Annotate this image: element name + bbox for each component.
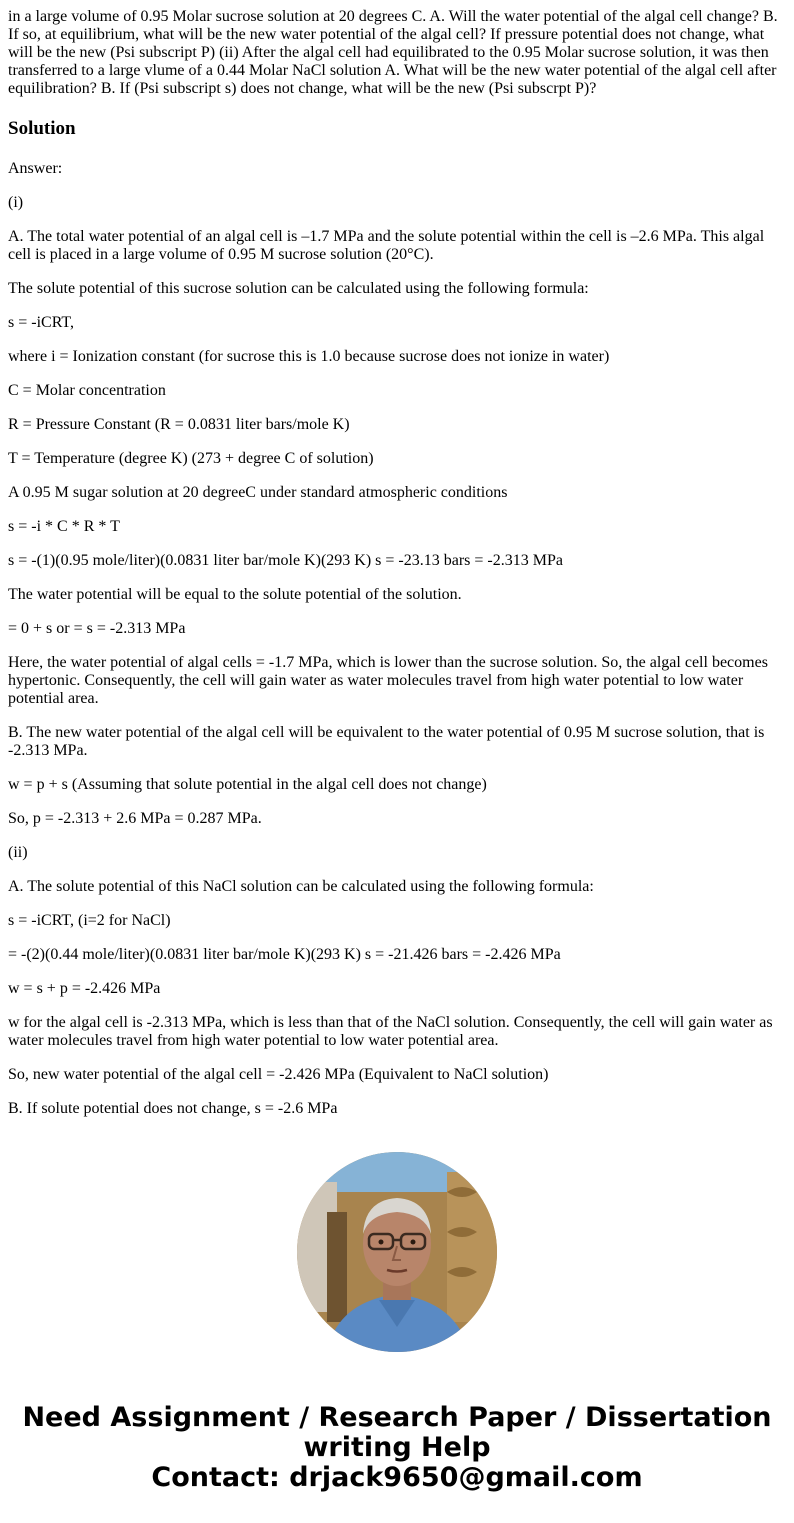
solution-paragraph: C = Molar concentration (8, 382, 166, 399)
solution-paragraph: Answer: (8, 160, 63, 177)
help-contact-banner (0, 1403, 794, 1493)
solution-paragraph: = 0 + s or = s = -2.313 MPa (8, 620, 186, 637)
solution-paragraph: (i) (8, 194, 24, 211)
solution-body (8, 160, 786, 1118)
solution-paragraph: w = p + s (Assuming that solute potential in the algal cell does not change) (8, 776, 487, 793)
document-body (8, 8, 786, 1134)
solution-paragraph: So, p = -2.313 + 2.6 MPa = 0.287 MPa. (8, 810, 262, 827)
solution-paragraph: where i = Ionization constant (for sucrose this is 1.0 because sucrose does not ionize in water) (8, 348, 610, 365)
author-avatar (297, 1152, 497, 1352)
solution-paragraph: Here, the water potential of algal cells = -1.7 MPa, which is lower than the sucrose solution. So, the algal cell becomes hypertonic. Consequently, the cell will gain water as water molecules travel from high water potential to low water potential area. (8, 654, 768, 707)
solution-paragraph: A. The total water potential of an algal cell is –1.7 MPa and the solute potential within the cell is –2.6 MPa. This algal cell is placed in a large volume of 0.95 M sucrose solution (20°C). (8, 228, 765, 263)
banner-line-2: writing Help (303, 1432, 491, 1463)
solution-heading: Solution (8, 118, 76, 139)
question-text: in a large volume of 0.95 Molar sucrose solution at 20 degrees C. A. Will the water potential of the algal cell change? B. If so, at equilibrium, what will be the new water potential of the algal cell? If pressure potential does not change, what will be the new (Psi subscript P) (ii) After the algal cell had equilibrated to the 0.95 Molar sucrose solution, it was then transferred to a large vlume of a 0.44 Molar NaCl solution A. What will be the new water potential of the algal cell after equilibration? B. If (Psi subscript s) does not change, what will be the new (Psi subscrpt P)? (8, 8, 778, 97)
solution-paragraph: s = -(1)(0.95 mole/liter)(0.0831 liter bar/mole K)(293 K) s = -23.13 bars = -2.313 MPa (8, 552, 563, 569)
solution-paragraph: s = -i * C * R * T (8, 518, 120, 535)
author-photo-illustration (297, 1152, 497, 1352)
solution-paragraph: s = -iCRT, (8, 314, 74, 331)
banner-line-1: Need Assignment / Research Paper / Dissertation (22, 1402, 772, 1433)
solution-paragraph: So, new water potential of the algal cell = -2.426 MPa (Equivalent to NaCl solution) (8, 1066, 549, 1083)
banner-contact-line: Contact: drjack9650@gmail.com (151, 1462, 643, 1493)
solution-paragraph: (ii) (8, 844, 28, 861)
solution-paragraph: A 0.95 M sugar solution at 20 degreeC under standard atmospheric conditions (8, 484, 508, 501)
solution-paragraph: B. If solute potential does not change, s = -2.6 MPa (8, 1100, 338, 1117)
solution-paragraph: B. The new water potential of the algal cell will be equivalent to the water potential of 0.95 M sucrose solution, that is -2.313 MPa. (8, 724, 765, 759)
solution-paragraph: = -(2)(0.44 mole/liter)(0.0831 liter bar/mole K)(293 K) s = -21.426 bars = -2.426 MPa (8, 946, 561, 963)
solution-paragraph: The water potential will be equal to the solute potential of the solution. (8, 586, 462, 603)
solution-paragraph: R = Pressure Constant (R = 0.0831 liter bars/mole K) (8, 416, 350, 433)
solution-paragraph: T = Temperature (degree K) (273 + degree C of solution) (8, 450, 374, 467)
solution-paragraph: The solute potential of this sucrose solution can be calculated using the following formula: (8, 280, 589, 297)
solution-paragraph: A. The solute potential of this NaCl solution can be calculated using the following formula: (8, 878, 594, 895)
solution-paragraph: w for the algal cell is -2.313 MPa, which is less than that of the NaCl solution. Consequently, the cell will gain water as water molecules travel from high water potential to low water potential area. (8, 1014, 773, 1049)
solution-paragraph: w = s + p = -2.426 MPa (8, 980, 161, 997)
solution-paragraph: s = -iCRT, (i=2 for NaCl) (8, 912, 171, 929)
